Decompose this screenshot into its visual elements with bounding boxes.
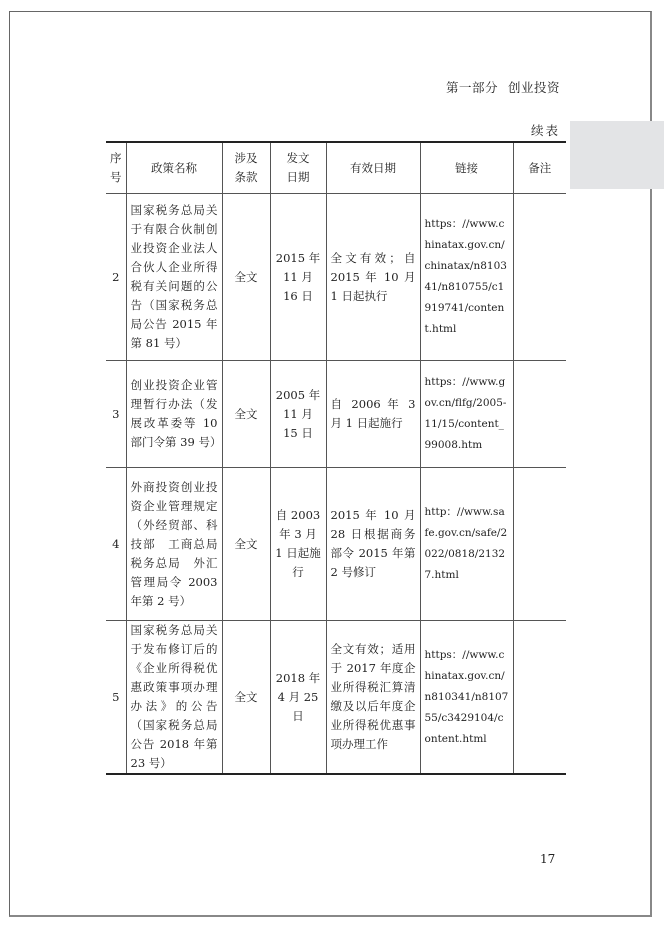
cell-policy-name: 国家税务总局关于发布修订后的《企业所得税优惠政策事项办理办法》的公告（国家税务总局公告 2018 年第 23 号） [126, 621, 222, 775]
cell-remark [513, 468, 566, 621]
table-row [106, 621, 566, 775]
page-number: 17 [540, 852, 556, 866]
policy-table [106, 141, 566, 775]
cell-policy-name: 外商投资创业投资企业管理规定（外经贸部、科技部 工商总局 税务总局 外汇管理局令 2003 年第 2 号） [126, 468, 222, 621]
cell-link[interactable]: https：//www.chinatax.gov.cn/chinatax/n810341/n810755/c1919741/content.html [420, 194, 513, 361]
cell-no: 2 [106, 194, 126, 361]
cell-link[interactable]: https：//www.gov.cn/flfg/2005-11/15/content_99008.htm [420, 361, 513, 468]
col-header-effective: 有效日期 [326, 142, 420, 194]
cell-issue-date: 2005 年 11 月 15 日 [270, 361, 326, 468]
running-header [400, 78, 560, 96]
cell-no: 5 [106, 621, 126, 775]
cell-effective-date: 自 2006 年 3 月 1 日起施行 [326, 361, 420, 468]
cell-no: 3 [106, 361, 126, 468]
col-header-name: 政策名称 [126, 142, 222, 194]
cell-policy-name: 创业投资企业管理暂行办法（发展改革委等 10 部门令第 39 号） [126, 361, 222, 468]
cell-issue-date: 自 2003 年 3 月 1 日起施行 [270, 468, 326, 621]
cell-link[interactable]: http：//www.safe.gov.cn/safe/2022/0818/21327.html [420, 468, 513, 621]
table-row [106, 468, 566, 621]
table-row [106, 194, 566, 361]
cell-issue-date: 2018 年 4 月 25 日 [270, 621, 326, 775]
cell-link[interactable]: https：//www.chinatax.gov.cn/n810341/n810755/c3429104/content.html [420, 621, 513, 775]
col-header-link: 链接 [420, 142, 513, 194]
cell-clause: 全文 [222, 621, 270, 775]
cell-policy-name: 国家税务总局关于有限合伙制创业投资企业法人合伙人企业所得税有关问题的公告（国家税务总局公告 2015 年第 81 号） [126, 194, 222, 361]
cell-issue-date: 2015 年 11 月 16 日 [270, 194, 326, 361]
cell-effective-date: 全文有效；自 2015 年 10 月 1 日起执行 [326, 194, 420, 361]
cell-effective-date: 2015 年 10 月 28 日根据商务部令 2015 年第 2 号修订 [326, 468, 420, 621]
cell-clause: 全文 [222, 468, 270, 621]
table-header-row [106, 142, 566, 194]
table-continued-label: 续表 [530, 123, 560, 138]
table-row [106, 361, 566, 468]
cell-remark [513, 621, 566, 775]
running-header-section: 创业投资 [507, 80, 560, 95]
running-header-part: 第一部分 [445, 80, 498, 95]
section-thumb-tab [570, 121, 664, 189]
cell-effective-date: 全文有效；适用于 2017 年度企业所得税汇算清缴及以后年度企业所得税优惠事项办理工作 [326, 621, 420, 775]
cell-no: 4 [106, 468, 126, 621]
col-header-issue-date: 发文 日期 [270, 142, 326, 194]
col-header-no: 序 号 [106, 142, 126, 194]
cell-clause: 全文 [222, 361, 270, 468]
col-header-remark: 备注 [513, 142, 566, 194]
cell-remark [513, 194, 566, 361]
cell-remark [513, 361, 566, 468]
col-header-clause: 涉及 条款 [222, 142, 270, 194]
cell-clause: 全文 [222, 194, 270, 361]
